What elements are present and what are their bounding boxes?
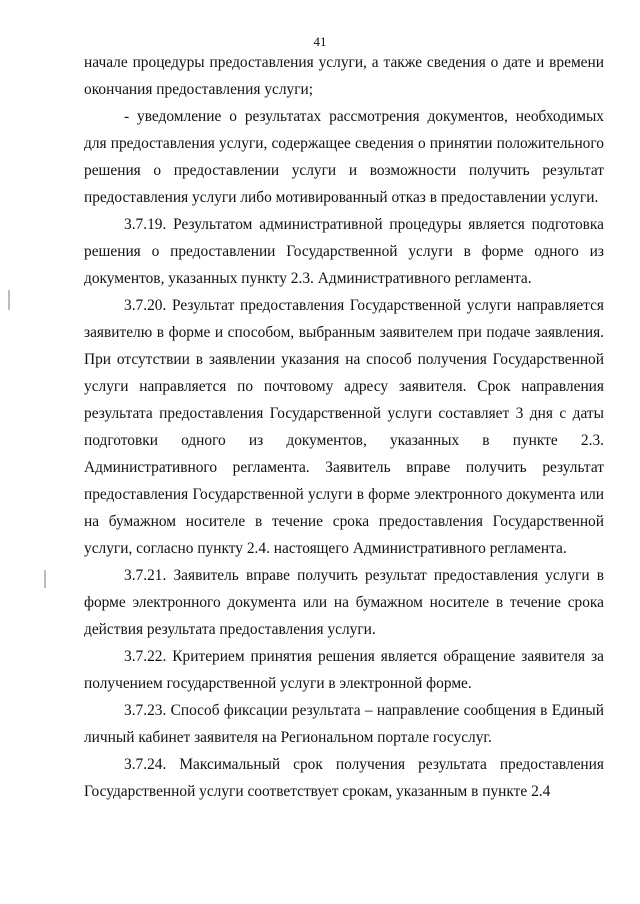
scan-speck-left-top: [8, 290, 10, 310]
paragraph-3-7-23: 3.7.23. Способ фиксации результата – направление сообщения в Единый личный кабинет заявителя на Региональном портале госуслуг.: [84, 702, 604, 746]
document-body: [84, 49, 604, 805]
scan-speck-left-bottom: [44, 570, 46, 588]
page-number: 41: [313, 34, 327, 49]
paragraph-3-7-20: 3.7.20. Результат предоставления Государственной услуги направляется заявителю в форме и способом, выбранным заявителем при подаче заявления. При отсутствии в заявлении указания на способ получения Государственной услуги направляется по почтовому адресу заявителя. Срок направления результата предоставления Государственной услуги составляет 3 дня с даты подготовки одного из документов, указанных в пункте 2.3. Административного регламента. Заявитель вправе получить результат предоставления Государственной услуги в форме электронного документа или на бумажном носителе в течение срока предоставления Государственной услуги, согласно пункту 2.4. настоящего Административного регламента.: [84, 297, 604, 557]
paragraph-3-7-21: 3.7.21. Заявитель вправе получить результат предоставления услуги в форме электронного документа или на бумажном носителе в течение срока действия результата предоставления услуги.: [84, 567, 604, 638]
paragraph-3-7-22: 3.7.22. Критерием принятия решения является обращение заявителя за получением государственной услуги в электронной форме.: [84, 648, 604, 692]
paragraph-3-7-24: 3.7.24. Максимальный срок получения результата предоставления Государственной услуги соответствует срокам, указанным в пункте 2.4: [84, 756, 604, 800]
paragraph-continuation: начале процедуры предоставления услуги, а также сведения о дате и времени окончания предоставления услуги;: [84, 54, 604, 98]
paragraph-notification: - уведомление о результатах рассмотрения документов, необходимых для предоставления услуги, содержащее сведения о принятии положительного решения о предоставлении услуги и возможности получить результат предоставления услуги либо мотивированный отказ в предоставлении услуги.: [84, 108, 604, 206]
paragraph-3-7-19: 3.7.19. Результатом административной процедуры является подготовка решения о предоставлении Государственной услуги в форме одного из документов, указанных пункту 2.3. Административного регламента.: [84, 216, 604, 287]
